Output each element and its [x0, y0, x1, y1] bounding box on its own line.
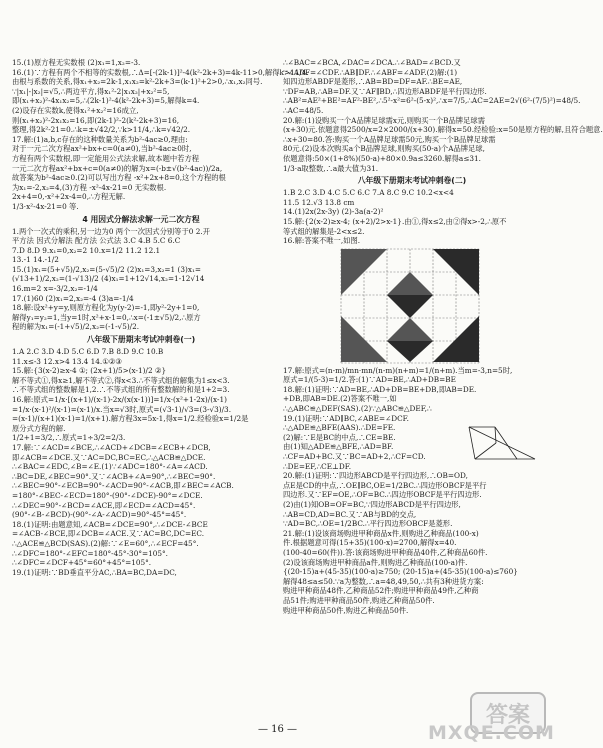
answer-line: ∴∠BEC=90°-∠ECB=90°-∠ACD=90°-∠ACB,即∠BEC=∠ACB.	[12, 481, 234, 491]
answer-line: 15.(1)原方程无实数根 (2)x₁=1,x₂=-3.	[12, 58, 141, 67]
answer-line: ∵AD=BC,∴OE=1/2BC.∴平行四边形OBCF是菱形.	[283, 519, 453, 529]
geometry-figure	[465, 423, 539, 467]
answer-line: 14.(1)2x(2x-3y) (2)-3a(a-2)²	[283, 207, 384, 217]
answer-line: 18.(1)证明:由题意知,∠ACB=∠DCE=90°,∴∠DCE-∠BCE	[12, 519, 208, 529]
answer-line: ∴∠BAC=∠BCA,∠DAC=∠DCA.∴∠BAD=∠BCD.又	[283, 58, 461, 67]
answer-line: 解不等式①,得x≥1,解不等式②,得x<3.∴不等式组的解集为1≤x<3.	[12, 375, 230, 385]
answer-line: 品51件;购进甲种商品50件,购进乙种商品50件.	[283, 595, 435, 605]
shaded-triangle	[387, 341, 433, 362]
answer-line: 1/2+1=3/2,∴原式=1÷3/2=2/3.	[12, 433, 126, 443]
answer-line: 1/3·x²-4x-21=0 等.	[12, 201, 79, 211]
answer-line: (2)设该商场购进甲种商品a件,则购进乙种商品(100-a)件.	[283, 557, 468, 567]
section-title: 八年级下册期末考试冲刺卷(一)	[86, 335, 196, 345]
answer-line: +DB,即AB=DE.(2)答案不唯一,如	[283, 394, 397, 404]
answer-line: ∴∠BAC=∠EDC,∠B=∠E.(1)∵∠ADC=180°-∠A=∠ACD.	[12, 462, 208, 472]
answer-line: 19.(1)证明:∵AD∥BC,∠ABE=∠DCF.	[283, 413, 409, 423]
answer-line: 18.解:设x²+y=y,则原方程化为y(y-2)=-1,即y²-2y+1=0,	[12, 303, 200, 313]
answer-line: 则(x₁+x₂)²-2x₁x₂=16,即(2k-1)²-2(k²-2k+3)=16,	[12, 115, 180, 125]
answer-line: 17.解:(1)a,b,c存在的这种数量关系为b²-4ac≥0,理由:	[12, 134, 188, 144]
answer-line: 购进甲种商品50件,购进乙种商品50件.	[283, 605, 409, 615]
answer-line: ∴△ABC≌△DEF(SAS).(2)∵△ABC≌△DEF,∴	[283, 404, 432, 414]
answer-line: ∴DE=EF,∴CE⊥DF.	[283, 461, 352, 471]
answer-line: =180°-∠BEC-∠ECD=180°-(90°-∠DCE)-90°=∠DCE.	[12, 490, 203, 500]
answer-line: ∴AB²=AE²+BE²=AF²-BE²,∴5²-x²=6²-(5-x)²,∴x=7/5,∴AC=2AE=2√(6²-(7/5)²)=48/5.	[283, 96, 581, 106]
watermark-logo-text: 答案	[485, 703, 530, 728]
shaded-triangle	[387, 272, 433, 295]
answer-line: {(20-15)a+(45-35)(100-a)≥750; (20-15)a+(45-35)(100-a)≤760}	[283, 567, 518, 577]
figure-edge	[469, 427, 535, 459]
answer-line: 11.5 12.√3 13.8 cm	[283, 197, 355, 207]
figure-edge	[469, 427, 475, 459]
answer-line: 平方法 因式分解法 配方法 公式法 3.C 4.B 5.C 6.C	[12, 236, 181, 246]
answer-line: 知四边形ABDF是菱形,∴AB=BD=DF=AF.∴BE=AE,	[283, 77, 463, 87]
answer-line: 故答案为b²-4ac≥0.(2)可以写出方程 -x²+2x+8=0,这个方程的根	[12, 173, 226, 183]
answer-line: 15.解:{3(x-2)≥x-4 ①; (2x+1)/5>(x-1)/2 ②}	[12, 366, 167, 376]
answer-line: 1/3·a取整数,∴a最大值为31.	[283, 163, 379, 173]
grid-pattern-figure	[341, 249, 479, 363]
answer-line: 15.解:{2(x-2)≥x-4; (x+2)/2>x-1}.由①,得x≤2,由②得x>-2,∴原不	[283, 216, 507, 226]
answer-line: 解得y₁=y₂=1,当y=1时,x²+x-1=0,∴x=(-1±√5)/2,∴原方	[12, 312, 201, 322]
answer-line: 程的解为x₁=(-1+√5)/2,x₂=(-1-√5)/2.	[12, 322, 140, 332]
answer-line: (100-40=60(件)).答:该商场购进甲种商品40件,乙种商品60件.	[283, 547, 488, 557]
right-column	[283, 58, 603, 615]
answer-line: 15.(1)x₁=(5+√5)/2,x₂=(5-√5)/2 (2)x₁=3,x₂=1 (3)x₁=	[12, 264, 201, 274]
answer-line: 20.解:(1)设购买一个A品牌足球需x元,则购买一个B品牌足球需	[283, 115, 485, 125]
answer-line: (2)设存在实数k,使得x₁²+x₂²=16成立,	[12, 105, 139, 115]
answer-line: 16.(1)∵方程有两个不相等的实数根,∴Δ=[-(2k-1)]²-4(k²-2k+3)=4k-11>0,解得k>11/4.	[12, 67, 309, 77]
answer-line: 1.两个一次式的乘积,另一边为0 两个一次因式分别等于0 2.开	[12, 226, 210, 236]
answer-line: 为x₁=-2,x₂=4,(3)方程 -x²-4x-21=0 无实数根.	[12, 182, 167, 192]
answer-line: ∴△ADE≌△BFE(AAS).∴DE=FE.	[283, 423, 396, 433]
answer-line: ∴△ACE≌△BCD(SAS).(2)解:∵∠E=60°,∴∠ECF=45°.	[12, 538, 199, 548]
answer-line: 即(x₁+x₂)²-4x₁x₂=5,∴(2k-1)²-4(k²-2k+3)=5,解得k=4.	[12, 96, 200, 106]
answer-line: =∠ACB-∠BCE,即∠DCB=∠ACE.又∵AC=BC,DC=EC.	[12, 529, 205, 539]
answer-line: ∵∠ADF=∠CDF.∴AB∥DF.∴∠ABF=∠ADF.(2)解:(1)	[283, 67, 458, 77]
answer-line: (√13+1)/2,x₂=(1-√13)/2 (4)x₁=1+12√14,x₂=1-12√14	[12, 274, 205, 284]
answer-line: ∵DF=AB,∴AB=DF.又∵AF∥BD,∴四边形ABDF是平行四边形.	[283, 86, 487, 96]
answer-line: 1.B 2.C 3.D 4.C 5.C 6.C 7.A 8.C 9.C 10.2<x<4	[283, 188, 454, 198]
answer-line: (2)解:∵E是BC的中点,∴CE=BE.	[283, 432, 396, 442]
figure-edge	[475, 443, 496, 459]
answer-line: 原式=1/(5-3)=1/2.答:(1)∵AD=BE,∴AD+DB=BE	[283, 375, 456, 385]
answer-line: ∴不等式组的整数解是1,2.∴不等式组的所有整数解的和是1+2=3.	[12, 385, 230, 395]
answer-line: 80元.(2)设本次购买a个B品牌足球,则购买(50-a)个A品牌足球,	[283, 144, 485, 154]
answer-line: (2)由(1)知OB=OF=BC,∵四边形ABCD是平行四边形,	[283, 500, 461, 509]
answer-line: 13.-1 14.-1/2	[12, 255, 59, 265]
section-title: 4 用因式分解法求解一元二次方程	[82, 214, 200, 224]
answer-line: 11.x≤-3 12.x>4 13.4 14.①②③	[12, 356, 122, 366]
answer-line: =(x-1)/(x+1)(x-1)=1/(x+1).解方程3x=5x-1,得x=1/2.经检验x=1/2是	[12, 414, 249, 424]
answer-line: 等式组的解集是-2<x≤2.	[283, 226, 365, 236]
answer-line: 一元二次方程ax²+bx+c=0(a≠0)的解为x=(-b±√(b²-4ac))/2a,	[12, 163, 223, 173]
answer-line: (x+30)元.依题意得2500/x=2×2000/(x+30).解得x=50.经检验:x=50是原方程的解,且符合题意.	[283, 125, 603, 135]
watermark-site: MXQE.COM	[428, 722, 555, 744]
answer-line: 对于一元二次方程ax²+bx+c=0(a≠0),当b²-4ac≥0时,	[12, 144, 192, 154]
answer-line: ∴x+30=80.答:购买一个A品牌足球需50元,购买一个B品牌足球需	[283, 134, 496, 144]
answer-line: 16.解:答案不唯一,如图.	[283, 236, 361, 246]
answer-line: ∴∠DEC=90°-∠BCD=∠ACE,即∠ECD=∠ACD=45°.	[12, 500, 196, 510]
answer-figure	[341, 249, 479, 363]
answer-line: 购进甲种商品48件,乙种商品52件;购进甲种商品49件,乙种商	[283, 586, 479, 596]
answer-line: 由根与系数的关系,得x₁+x₂=2k-1,x₁x₂=k²-2k+3=(k-1)²+2>0,∴x₁,x₂同号.	[12, 77, 263, 87]
answer-line: 21.解:(1)设该商场购进甲种商品x件,则购进乙种商品(100-x)	[283, 528, 479, 538]
answer-line: 方程有两个实数根,即一定能用公式法求解,故本题中若方程	[12, 153, 200, 163]
answer-line: 由(1)知△ADE≌△BFE,∴AD=BF.	[283, 442, 394, 452]
section-title: 八年级下册期末考试冲刺卷(二)	[357, 176, 467, 186]
answer-line: 16.解:原式=1/x·[(x+1)/(x-1)-2x/(x(x-1))]=1/x·(x²+1-2x)/(x-1)	[12, 395, 227, 404]
answer-line: 四边形.又∵EF=OE,∴OF=BC.∴四边形OBCF是平行四边形.	[283, 490, 482, 500]
answer-line: ∴∠DFC=∠DCF+45°=60°+45°=105°.	[12, 558, 152, 568]
answer-line: 解得48≤a≤50.∵a为整数,∴a=48,49,50,∴共有3种进货方案:	[283, 576, 484, 586]
figure-edge	[495, 427, 496, 443]
answer-line: 17.(1)60 (2)x₁=2,x₂=-4 (3)a=-1/4	[12, 293, 134, 303]
trapezoid-figure	[465, 423, 539, 467]
answer-line: 19.(1)证明:∵BD垂直平分AC,∴BA=BC,DA=DC,	[12, 567, 177, 577]
answer-line: 18.解:(1)证明:∵AD=BE,∴AD+DB=BE+DB,即AB=DE.	[283, 384, 477, 394]
shaded-triangle	[387, 295, 433, 318]
answer-line: 16.m=2 x=-3/2,x₂=-1/4	[12, 284, 98, 294]
page-number: — 16 —	[257, 724, 298, 735]
answer-line: 20.解:(1)证明:∵四边形ABCD是平行四边形,∴OB=OD,	[283, 471, 468, 481]
answer-line: 件.根据题意可得(15+35)(100-x)=2700,解得x=40.	[283, 538, 457, 548]
answer-line: (90°-∠B-∠BCD)-(90°-∠A-∠ACD)=90°-45°=45°.	[12, 510, 187, 520]
answer-line: 7.D 8.D 9.x₁=0,x₂=2 10.x=1/2 11.2 12.1	[12, 245, 161, 255]
answer-line: 依题意得:50×(1+8%)(50-a)+80×0.9a≤3260.解得a≤31.	[283, 153, 481, 163]
answer-line: ∴∠DFC=180°-∠EFC=180°-45°-30°=105°.	[12, 548, 168, 558]
answer-line: ∴BC=DE,∠BEC=90°.又∵∠ACB+∠A=90°,∴∠BEC=90°.	[12, 471, 216, 481]
answer-line: ∴AC=48/5.	[283, 105, 324, 115]
figure-edge	[495, 427, 517, 459]
answer-line: ∵|x₁|-|x₂|=√5,∴两边平方,得x₁²-2|x₁x₂|+x₂²=5,	[12, 86, 170, 96]
answer-line: ∴AB=CD,AD=BC.又∵AB与BD的交点,	[283, 509, 417, 519]
answer-line: ∴CF=AD+BC.又∵BC=AD+2,∴CF=CD.	[283, 452, 426, 462]
answer-line: =1/x·(x-1)²/(x-1)=(x-1)/x.当x=√3时,原式=(√3-1)/√3=(3-√3)/3.	[12, 404, 232, 414]
answer-line: 1.A 2.C 3.D 4.D 5.C 6.D 7.B 8.D 9.C 10.B	[12, 347, 164, 357]
shaded-triangle	[387, 318, 433, 341]
answer-line: 2x+4=0,-x²+2x-4=0,∴方程无解.	[12, 192, 126, 202]
answer-line: 点E是CD的中点,∴OE∥BC,OE=1/2BC.∴四边形OBCF是平行	[283, 480, 487, 490]
answer-line: 即∠ACB=∠DCE.又∵AC=DC,BC=EC,∴△ACB≌△DCE.	[12, 452, 206, 462]
answer-line: 17.解:原式=(n-m)/mn·mn/(n-m)(n+m)=1/(n+m).当m=-3,n=5时,	[283, 365, 513, 375]
answer-line: 整理,得2k²-21=0.∴k=±√42/2,∵k>11/4,∴k=√42/2.	[12, 125, 191, 135]
answer-line: 原分式方程的解.	[12, 423, 66, 433]
answer-line: 17.解:∵∠ACD=∠BCE,∴∠ACD+∠DCB=∠ECB+∠DCB,	[12, 442, 211, 452]
